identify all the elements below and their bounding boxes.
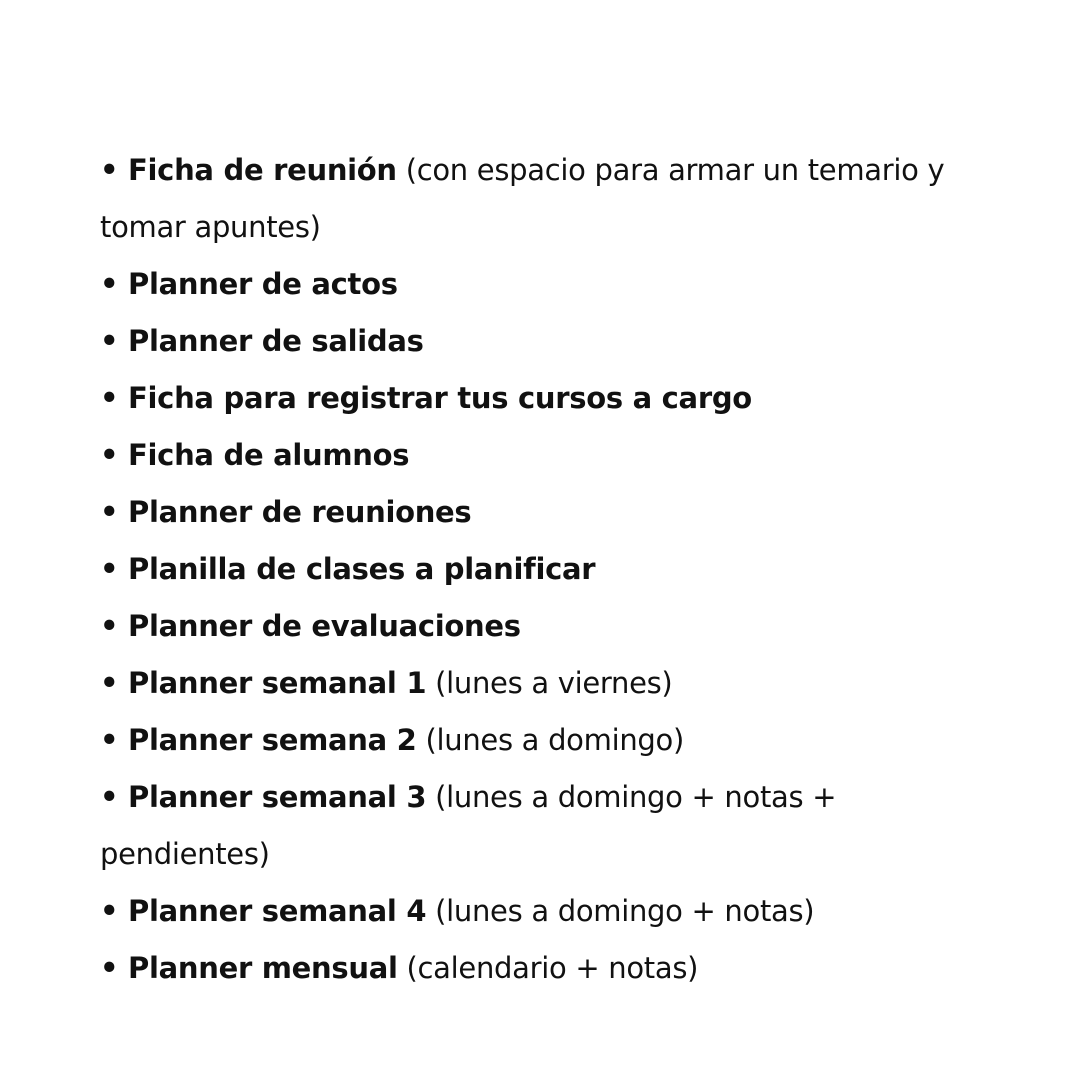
item-detail: (lunes a domingo + notas + pendientes): [100, 780, 837, 871]
planner-list: [100, 142, 1000, 997]
list-item-planner-semanal-4: [100, 883, 1000, 940]
item-detail: (lunes a domingo + notas): [426, 894, 815, 928]
list-item-planner-semanal-1: [100, 655, 1000, 712]
list-item-planner-semanal-3: [100, 769, 1000, 883]
item-title: • Planilla de clases a planificar: [100, 552, 596, 586]
list-item-planner-semana-2: [100, 712, 1000, 769]
item-title: • Planner semana 2: [100, 723, 417, 757]
list-item-ficha-de-alumnos: [100, 427, 1000, 484]
item-title: • Planner semanal 4: [100, 894, 427, 928]
item-title: • Ficha de alumnos: [100, 438, 410, 472]
item-title: • Planner semanal 1: [100, 666, 427, 700]
list-item-ficha-de-reunion: [100, 142, 1000, 256]
list-item-planner-de-salidas: [100, 313, 1000, 370]
item-title: • Planner de reuniones: [100, 495, 472, 529]
item-title: • Planner mensual: [100, 951, 398, 985]
item-title: • Planner semanal 3: [100, 780, 427, 814]
item-title: • Ficha para registrar tus cursos a cargo: [100, 381, 752, 415]
item-title: • Planner de actos: [100, 267, 398, 301]
item-detail: (calendario + notas): [397, 951, 699, 985]
list-item-planner-mensual: [100, 940, 1000, 997]
list-item-planilla-de-clases: [100, 541, 1000, 598]
item-detail: (lunes a domingo): [416, 723, 684, 757]
item-title: • Planner de evaluaciones: [100, 609, 521, 643]
list-item-planner-de-evaluaciones: [100, 598, 1000, 655]
list-item-planner-de-actos: [100, 256, 1000, 313]
item-detail: (lunes a viernes): [426, 666, 673, 700]
item-title: • Ficha de reunión: [100, 153, 397, 187]
item-detail: (con espacio para armar un temario y tomar apuntes): [100, 153, 945, 244]
list-item-ficha-cursos-a-cargo: [100, 370, 1000, 427]
item-title: • Planner de salidas: [100, 324, 424, 358]
list-item-planner-de-reuniones: [100, 484, 1000, 541]
